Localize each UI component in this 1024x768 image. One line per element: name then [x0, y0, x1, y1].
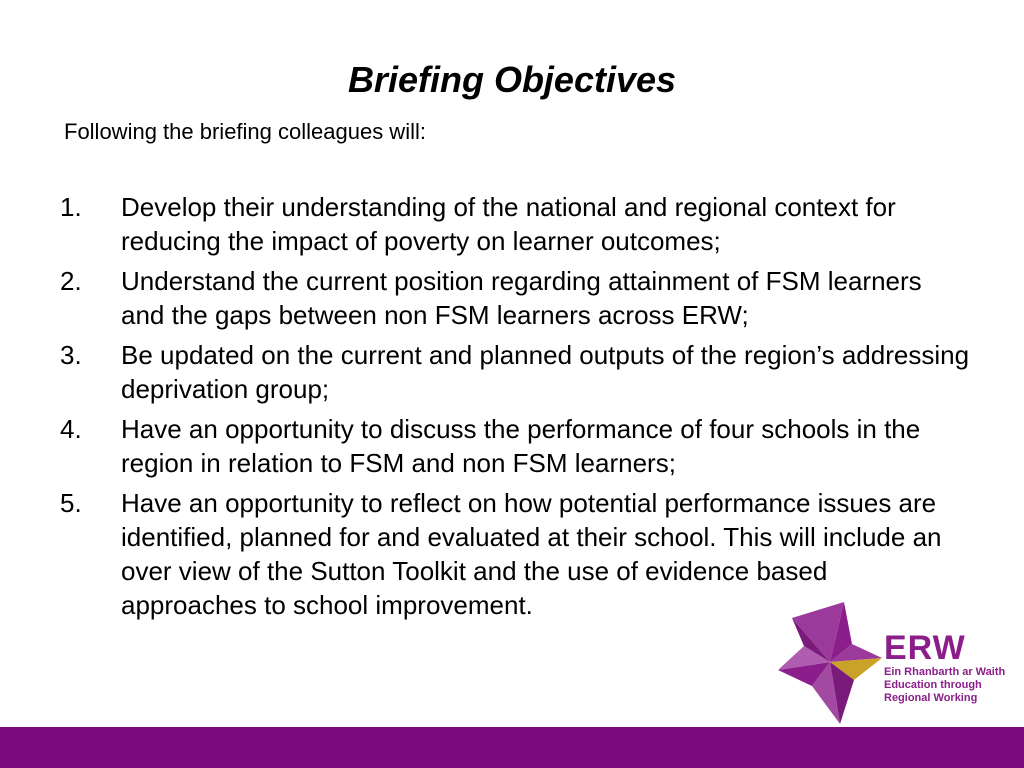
- objective-item: [60, 338, 970, 406]
- objective-item: [60, 190, 970, 258]
- objective-number: 3.: [60, 340, 82, 370]
- objective-number: 5.: [60, 488, 82, 518]
- objectives-list: [60, 190, 970, 628]
- logo-tagline-line3: Regional Working: [884, 692, 978, 704]
- objective-number: 1.: [60, 192, 82, 222]
- objective-item: [60, 412, 970, 480]
- objective-text: Be updated on the current and planned outputs of the region’s addressing deprivation group;: [121, 340, 970, 404]
- objective-text: Have an opportunity to discuss the performance of four schools in the region in relation to FSM and non FSM learners;: [121, 414, 921, 478]
- objective-number: 4.: [60, 414, 82, 444]
- objective-text: Understand the current position regarding attainment of FSM learners and the gaps between non FSM learners across ERW;: [121, 266, 922, 330]
- star-logo-icon: [778, 600, 882, 724]
- logo-tagline-welsh: Ein Rhanbarth ar Waith: [884, 666, 1006, 678]
- intro-text: Following the briefing colleagues will:: [64, 119, 426, 144]
- logo-abbrev: ERW: [884, 629, 966, 667]
- footer-band: [0, 727, 1024, 768]
- objective-text: Develop their understanding of the national and regional context for reducing the impact of poverty on learner outcomes;: [121, 192, 896, 256]
- objective-number: 2.: [60, 266, 82, 296]
- objective-item: [60, 264, 970, 332]
- objective-text: Have an opportunity to reflect on how potential performance issues are identified, planned for and evaluated at their school. This will include an over view of the Sutton Toolkit and the use of evidence based approaches to school improvement.: [121, 488, 942, 620]
- logo-text: [884, 630, 1008, 705]
- slide-title: Briefing Objectives: [347, 59, 677, 100]
- logo-tagline-line2: Education through: [884, 679, 982, 691]
- erw-logo: [778, 600, 1008, 724]
